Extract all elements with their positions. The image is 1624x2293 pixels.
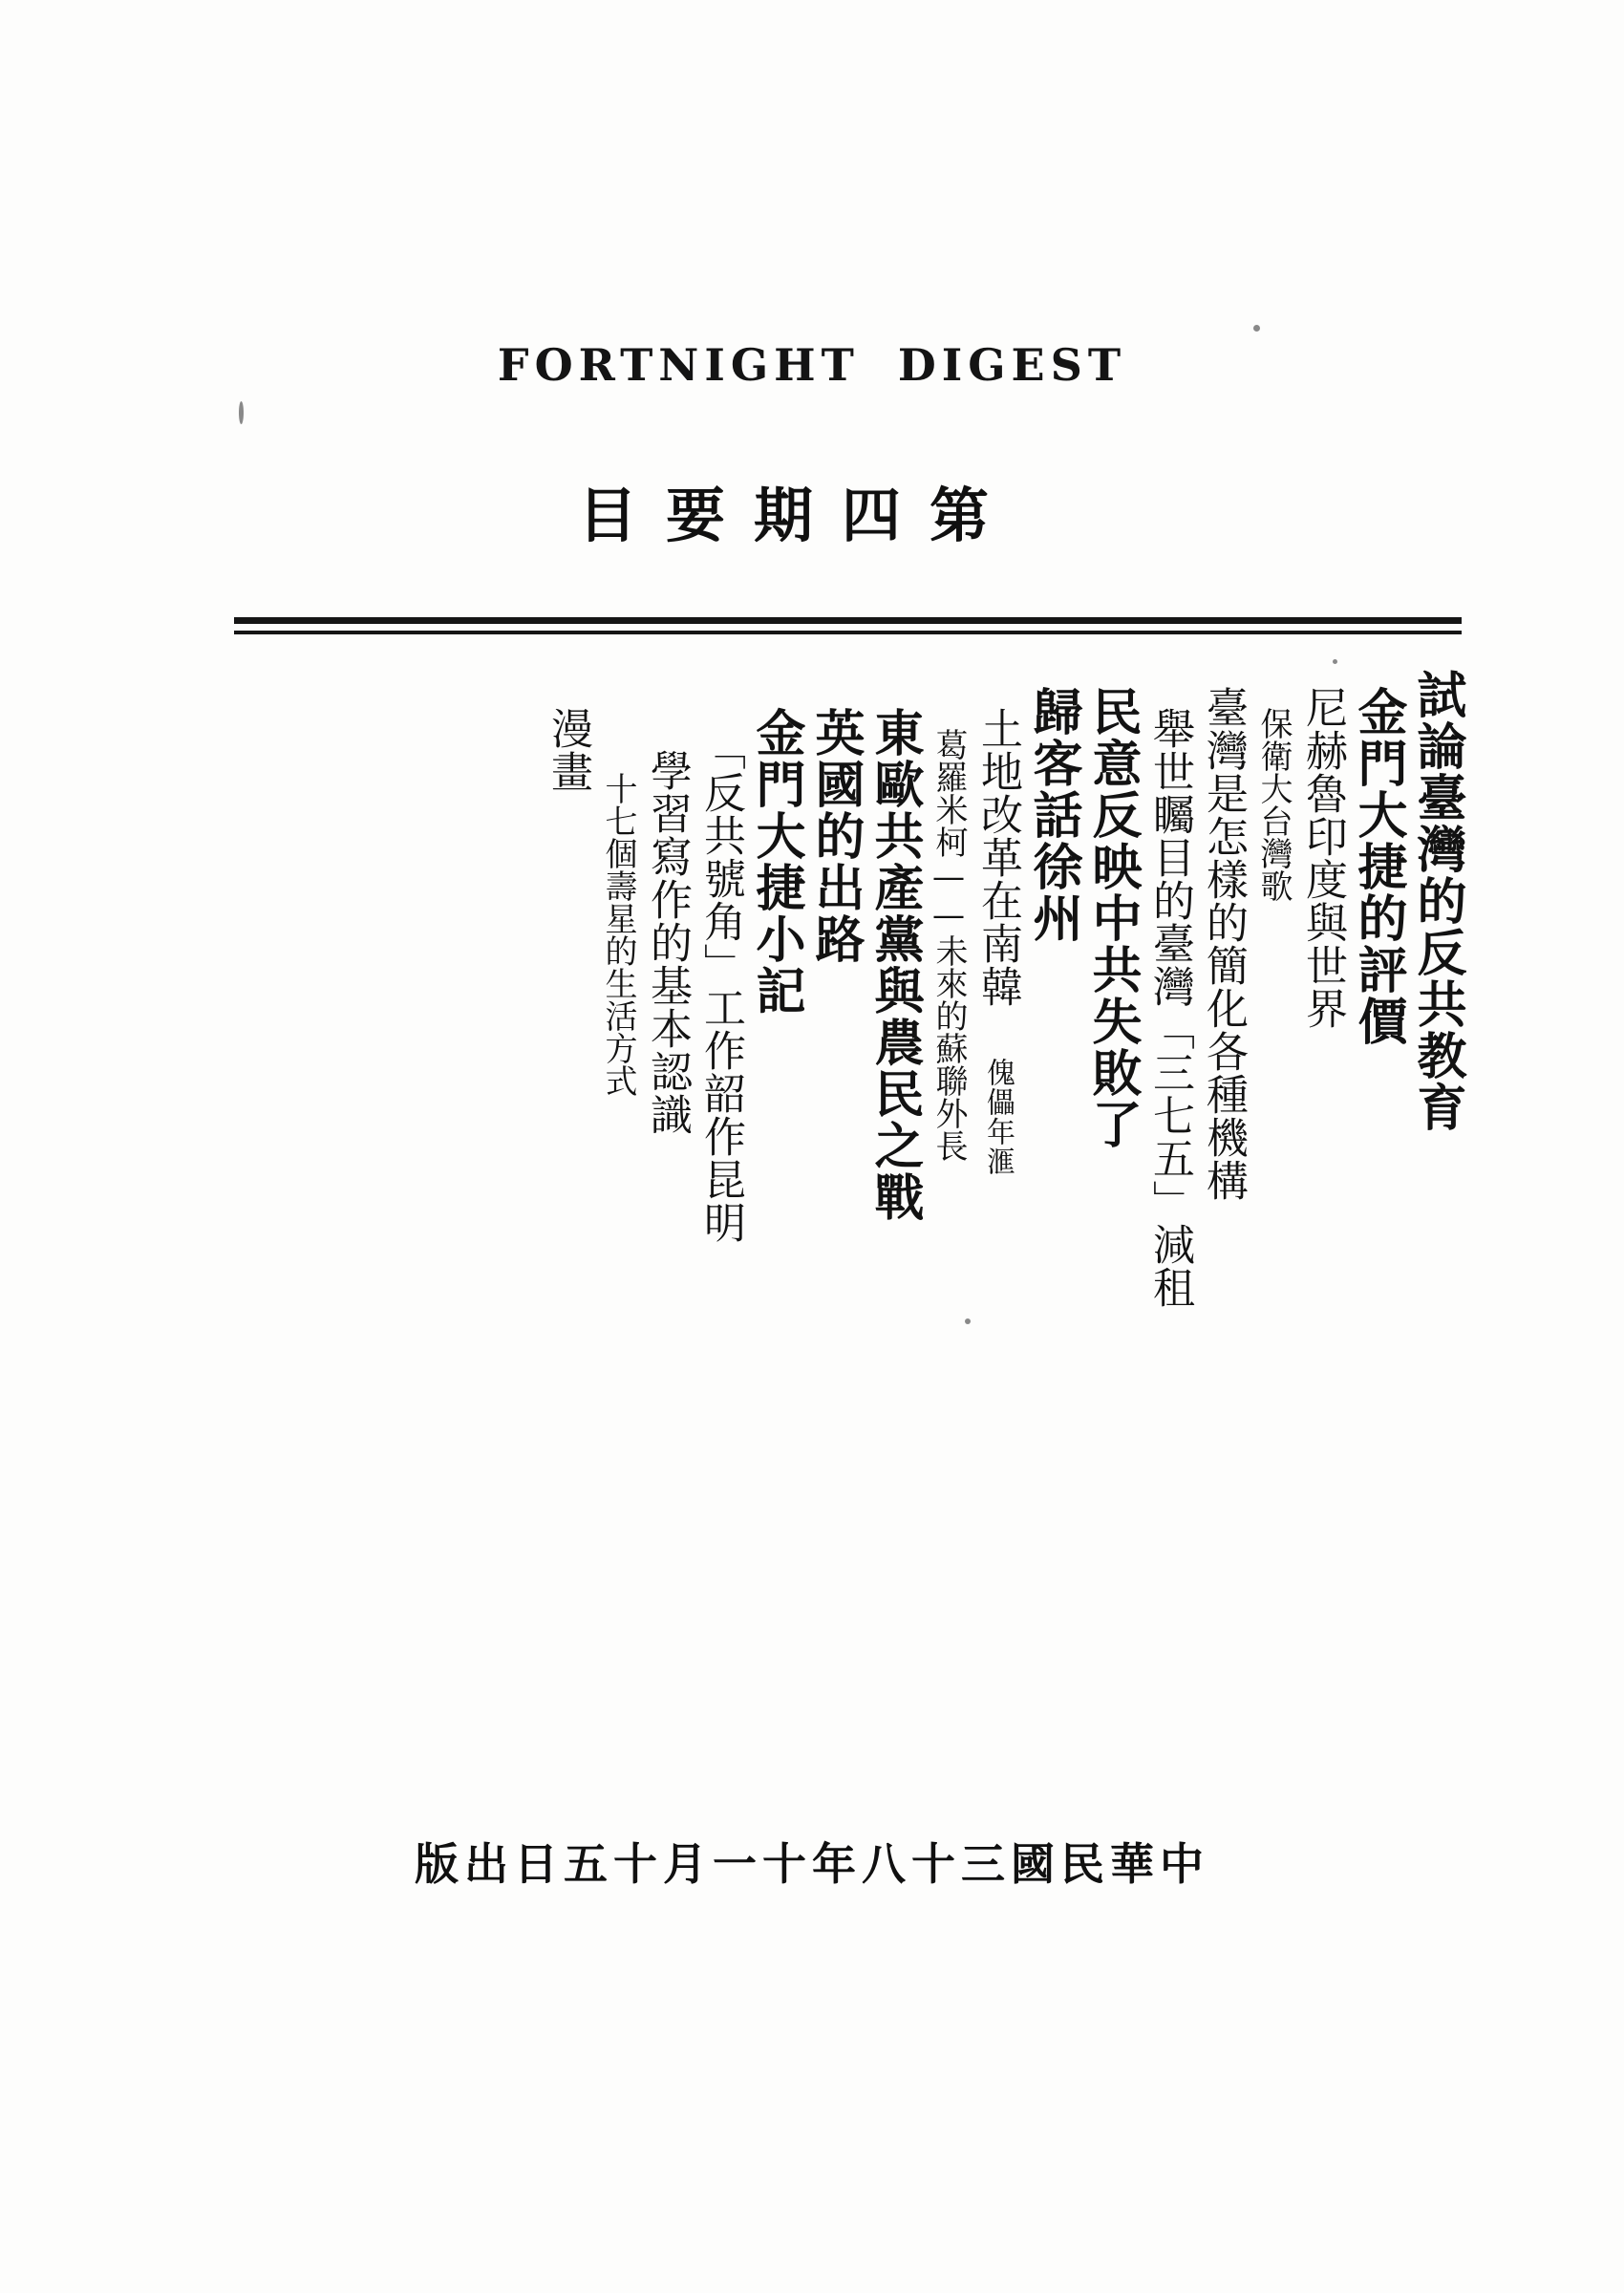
issue-title: 第四期要目 [577, 481, 1017, 550]
toc-entry [1244, 707, 1293, 902]
toc-entry-title: 尼赫魯印度與世界 [1298, 686, 1347, 1030]
publication-date: 中華民國三十八年十一月十五日出版 [415, 1838, 1209, 1890]
scan-speck [965, 1318, 971, 1324]
scan-speck [239, 401, 244, 424]
toc-entry-title: 漫畫 [544, 707, 592, 793]
toc-entry-title: 「反共號角」工作韶作昆明 [696, 728, 745, 1244]
toc-entry-title: 金門大捷的評價 [1349, 686, 1407, 1047]
toc-entry [965, 707, 1022, 1176]
toc-entry-title: 保衛大台灣歌 [1254, 707, 1293, 902]
toc-entry [634, 749, 692, 1136]
scan-speck [1333, 659, 1337, 664]
divider-rule-bottom [234, 631, 1462, 634]
toc-entry-title: 英國的出路 [806, 707, 865, 965]
toc-entry-title: 歸客話徐州 [1024, 686, 1082, 944]
toc-entry [1018, 686, 1082, 944]
divider-rule-top [234, 617, 1462, 624]
toc-entry [1078, 686, 1142, 1150]
toc-entry [535, 707, 592, 793]
toc-entry-title: 試論臺灣的反共教育 [1408, 669, 1466, 1133]
toc-entry [919, 728, 968, 1162]
toc-entry-title: 舉世矚目的臺灣「三七五」減租 [1145, 707, 1194, 1309]
english-masthead: FORTNIGHT DIGEST [497, 339, 1127, 391]
toc-entry [860, 707, 924, 1223]
toc-entry [1290, 686, 1347, 1030]
toc-entry-title: 金門大捷小記 [747, 707, 805, 1017]
toc-entry [588, 772, 637, 1097]
scan-speck [1253, 325, 1260, 332]
toc-entry [1402, 669, 1466, 1133]
table-of-contents [229, 669, 1466, 1748]
toc-entry [801, 707, 865, 965]
toc-entry-title: 臺灣是怎樣的簡化各種機構 [1199, 686, 1248, 1202]
toc-entry-title: 民意反映中共失敗了 [1083, 686, 1142, 1150]
toc-entry-title: 十七個壽星的生活方式 [599, 772, 637, 1097]
toc-entry-title: 東歐共產黨與農民之戰 [865, 707, 924, 1223]
toc-entry [688, 728, 745, 1244]
toc-entry-author: 傀儡年滙 [981, 1058, 1015, 1176]
toc-entry [1343, 686, 1407, 1047]
toc-entry-title: 土地改革在南韓 [973, 707, 1022, 1008]
toc-entry [741, 707, 805, 1017]
toc-entry-title: 學習寫作的基本認識 [643, 749, 692, 1136]
toc-entry [1137, 707, 1194, 1309]
toc-entry [1190, 686, 1248, 1202]
toc-entry-title: 葛羅米柯——未來的蘇聯外長 [930, 728, 968, 1162]
